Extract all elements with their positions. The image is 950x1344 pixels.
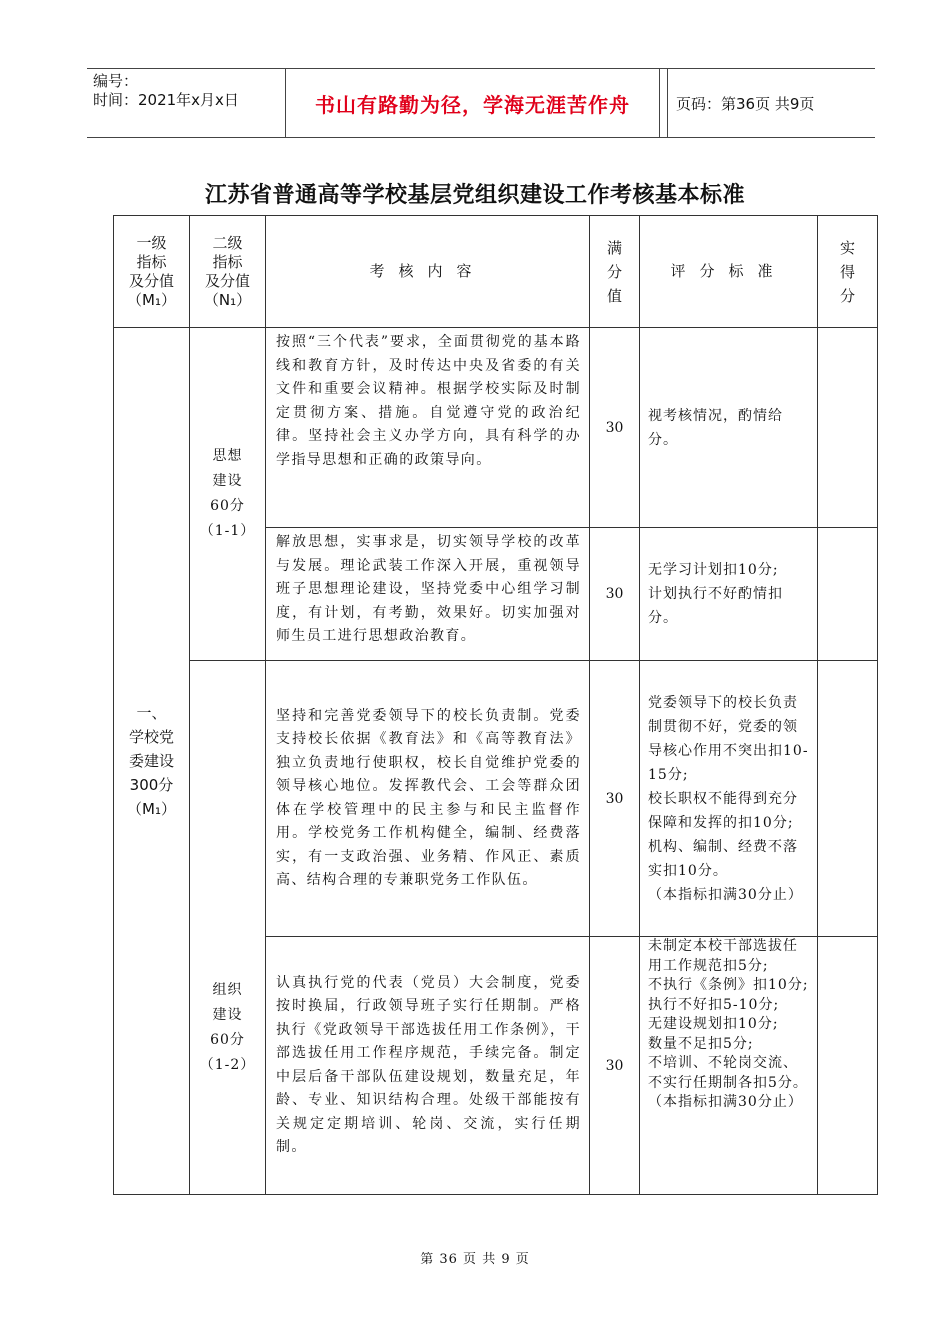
- level2-organization: 组织 建设 60分 （1-2）: [190, 661, 266, 1195]
- header-criteria: 评分标准: [640, 216, 818, 328]
- table-header-row: [114, 216, 878, 328]
- level2-thought: 思想 建设 60分 （1-1）: [190, 328, 266, 661]
- score-cell: 30: [590, 328, 640, 528]
- criteria-cell: 未制定本校干部选拔任用工作规范扣5分; 不执行《条例》扣10分; 执行不好扣5-10分; 无建设规划扣10分; 数量不足扣5分; 不培训、不轮岗交流、不实行任期制各扣5分。 （本指标扣满30分止）: [640, 937, 818, 1195]
- page-footer: 第 36 页 共 9 页: [420, 1252, 530, 1267]
- time-label: 时间：2021年x月x日: [93, 91, 239, 109]
- header-full-score: 满 分 值: [590, 216, 640, 328]
- header-actual: 实 得 分: [818, 216, 878, 328]
- page-header: [87, 68, 875, 138]
- content-cell: 解放思想，实事求是，切实领导学校的改革与发展。理论武装工作深入开展，重视领导班子思想理论建设，坚持党委中心组学习制度，有计划，有考勤，效果好。切实加强对师生员工进行思想政治教育。: [266, 528, 590, 661]
- table-row: [114, 328, 878, 528]
- header-content: 考核内容: [266, 216, 590, 328]
- level1-cell: 一、 学校党 委建设 300分 （M₁）: [114, 328, 190, 1195]
- document-title: 江苏省普通高等学校基层党组织建设工作考核基本标准: [204, 183, 745, 208]
- header-level2: 二级 指标 及分值 （N₁）: [190, 216, 266, 328]
- content-cell: 坚持和完善党委领导下的校长负责制。党委支持校长依据《教育法》和《高等教育法》独立负责地行使职权，校长自觉维护党委的领导核心地位。发挥教代会、工会等群众团体在学校管理中的民主参与和民主监督作用。学校党务工作机构健全，编制、经费落实，有一支政治强、业务精、作风正、素质高、结构合理的专兼职党务工作队伍。: [266, 661, 590, 937]
- page-label: 页码：第36页 共9页: [667, 69, 884, 137]
- criteria-cell: 党委领导下的校长负责制贯彻不好，党委的领导核心作用不突出扣10-15分; 校长职权不能得到充分保障和发挥的扣10分; 机构、编制、经费不落实扣10分。 （本指标扣满30分止）: [640, 661, 818, 937]
- score-cell: 30: [590, 937, 640, 1195]
- score-cell: 30: [590, 661, 640, 937]
- actual-score-cell: [818, 661, 878, 937]
- actual-score-cell: [818, 528, 878, 661]
- score-cell: 30: [590, 528, 640, 661]
- content-cell: 按照“三个代表”要求，全面贯彻党的基本路线和教育方针，及时传达中央及省委的有关文件和重要会议精神。根据学校实际及时制定贯彻方案、措施。自觉遵守党的政治纪律。坚持社会主义办学方向，具有科学的办学指导思想和正确的政策导向。: [266, 328, 590, 528]
- criteria-cell: 视考核情况，酌情给分。: [640, 328, 818, 528]
- actual-score-cell: [818, 937, 878, 1195]
- header-level1: 一级 指标 及分值 （M₁）: [114, 216, 190, 328]
- actual-score-cell: [818, 328, 878, 528]
- content-cell: 认真执行党的代表（党员）大会制度，党委按时换届，行政领导班子实行任期制。严格执行《党政领导干部选拔任用工作条例》，干部选拔任用工作程序规范，手续完备。制定中层后备干部队伍建设规划，数量充足，年龄、专业、知识结构合理。处级干部能按有关规定定期培训、轮岗、交流，实行任期制。: [266, 937, 590, 1195]
- motto: 书山有路勤为径，学海无涯苦作舟: [285, 69, 660, 137]
- assessment-table: [113, 215, 878, 1195]
- criteria-cell: 无学习计划扣10分; 计划执行不好酌情扣分。: [640, 528, 818, 661]
- header-meta: [87, 69, 285, 137]
- number-label: 编号：: [93, 72, 139, 90]
- table-row: [114, 661, 878, 937]
